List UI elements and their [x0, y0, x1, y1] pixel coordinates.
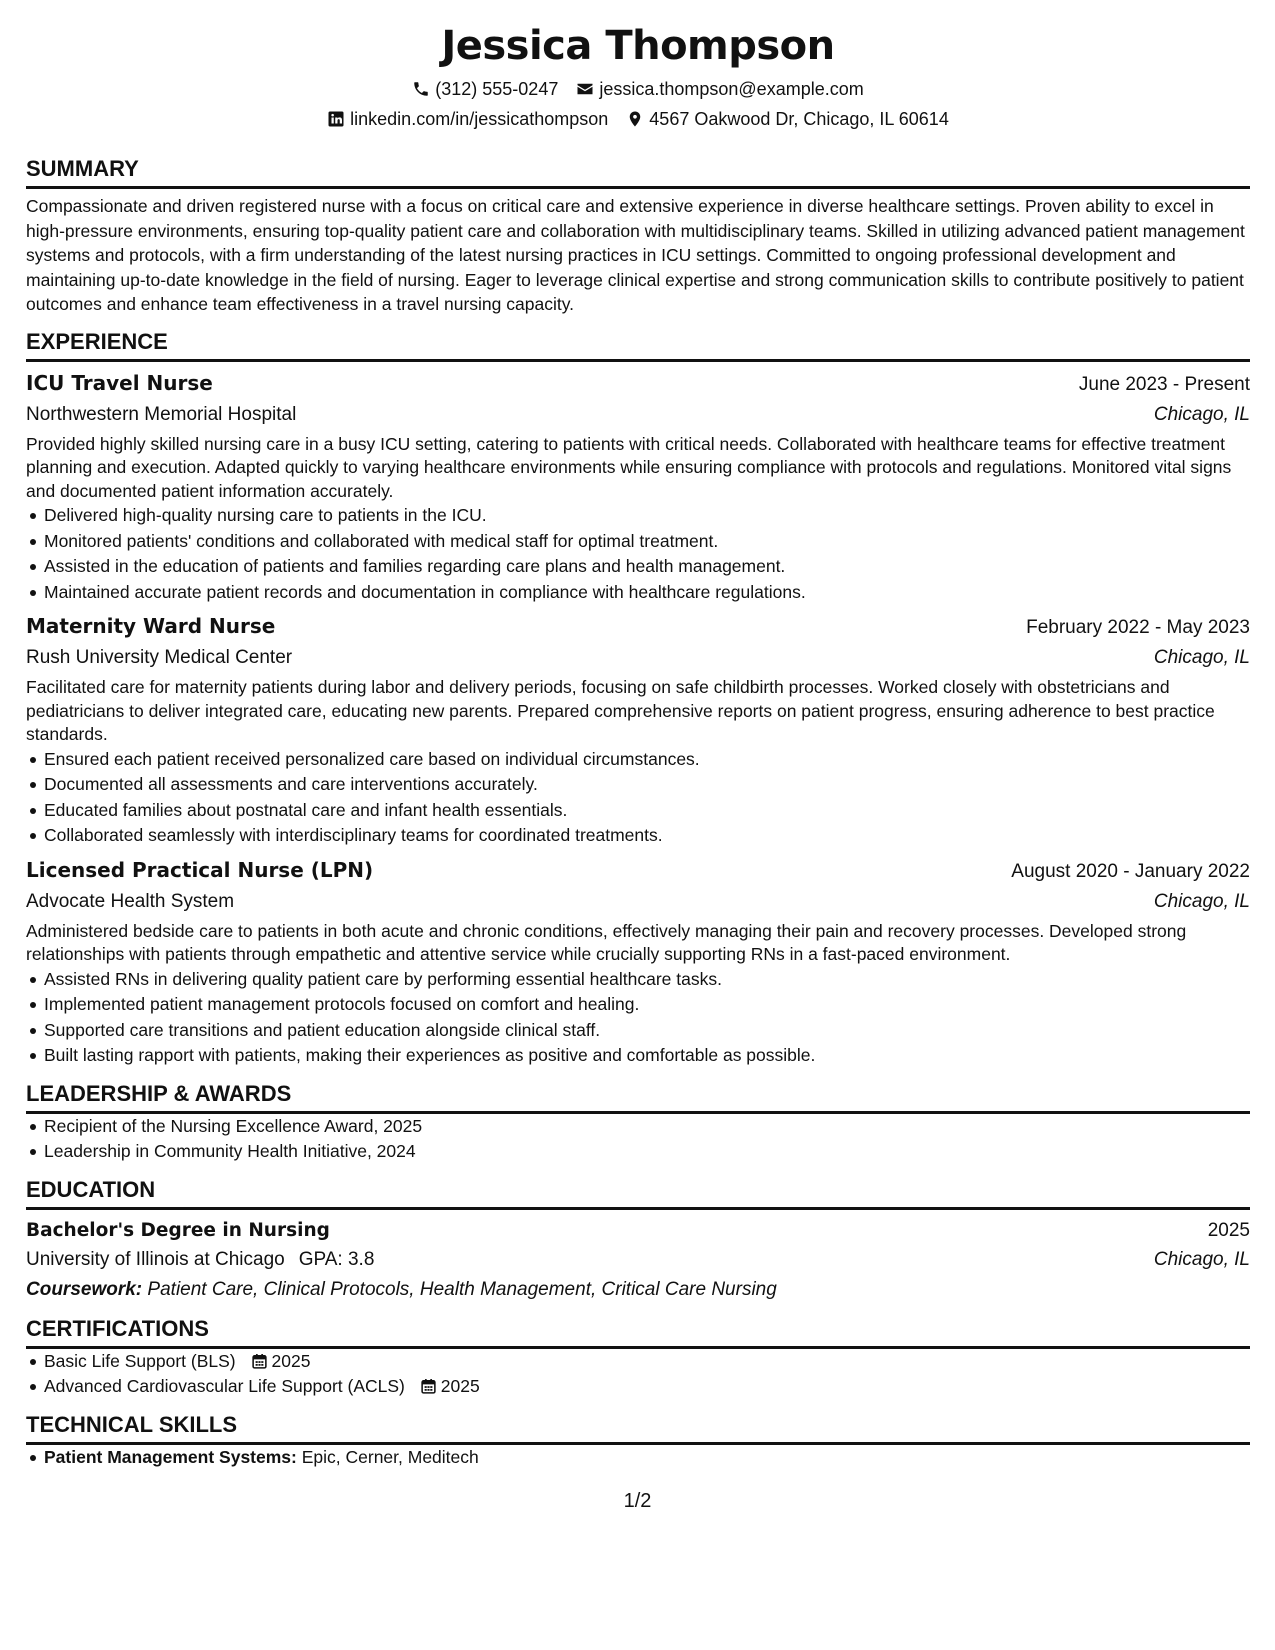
job-description: Facilitated care for maternity patients during labor and delivery periods, focusing on safe childbirth processes. Worked closely with obstetricians and pediatricians to deliver integrated care, educating new parents. Prepared comprehensive reports on patient progress, ensuring adherence to best practice standards.	[26, 677, 1215, 744]
job-title: Licensed Practical Nurse (LPN)	[26, 857, 374, 882]
coursework	[26, 1275, 1250, 1304]
leadership-heading: LEADERSHIP & AWARDS	[26, 1079, 1250, 1114]
certifications-list	[26, 1349, 1250, 1400]
education-heading: EDUCATION	[26, 1175, 1250, 1210]
job-bullets	[26, 967, 1250, 1069]
job-bullets	[26, 503, 1250, 605]
job-entry	[26, 611, 1250, 849]
certification-year: 2025	[271, 1350, 311, 1371]
map-marker-icon	[626, 110, 644, 128]
list-item	[44, 1374, 1250, 1400]
job-entry	[26, 368, 1250, 606]
linkedin-icon	[327, 110, 345, 128]
list-item	[44, 1349, 1250, 1375]
list-item: Assisted in the education of patients and families regarding care plans and health management.	[44, 554, 1250, 580]
skill-value: Epic, Cerner, Meditech	[301, 1446, 479, 1467]
list-item: Supported care transitions and patient education alongside clinical staff.	[44, 1018, 1250, 1044]
linkedin-contact[interactable]	[327, 104, 608, 134]
job-entry	[26, 855, 1250, 1069]
list-item: Built lasting rapport with patients, making their experiences as positive and comfortable as possible.	[44, 1043, 1250, 1069]
job-bullets	[26, 747, 1250, 849]
list-item: Assisted RNs in delivering quality patient care by performing essential healthcare tasks.	[44, 967, 1250, 993]
job-title: ICU Travel Nurse	[26, 370, 213, 395]
linkedin-text[interactable]: linkedin.com/in/jessicathompson	[350, 109, 609, 129]
list-item: Ensured each patient received personalized care based on individual circumstances.	[44, 747, 1250, 773]
phone-text: (312) 555-0247	[435, 79, 559, 99]
calendar-icon	[420, 1378, 437, 1395]
school-name: University of Illinois at Chicago	[26, 1248, 285, 1270]
company-name: Advocate Health System	[26, 890, 235, 912]
summary-heading: SUMMARY	[26, 154, 1250, 189]
certification-year: 2025	[440, 1376, 480, 1396]
list-item: Delivered high-quality nursing care to patients in the ICU.	[44, 503, 1250, 529]
phone-icon	[412, 80, 430, 98]
certification-name: Advanced Cardiovascular Life Support (ACLS)	[44, 1376, 405, 1396]
summary-text: Compassionate and driven registered nurse with a focus on critical care and extensive experience in diverse healthcare settings. Proven ability to excel in high-pressure environments, ensuring top-quality patient care and collaboration with multidisciplinary teams. Skilled in utilizing advanced patient management systems and protocols, with a firm understanding of the latest nursing practices in ICU settings. Committed to ongoing professional development and maintaining up-to-date knowledge in the field of nursing. Eager to leverage clinical expertise and strong communication skills to contribute positively to patient outcomes and enhance team effectiveness in a travel nursing capacity.	[26, 196, 1245, 314]
list-item: Educated families about postnatal care and infant health essentials.	[44, 798, 1250, 824]
list-item: Implemented patient management protocols focused on comfort and healing.	[44, 992, 1250, 1018]
email-contact[interactable]	[576, 74, 863, 104]
education-entry	[26, 1216, 1250, 1304]
job-location: Chicago, IL	[1153, 647, 1250, 668]
email-text[interactable]: jessica.thompson@example.com	[599, 79, 864, 99]
list-item: Monitored patients' conditions and collaborated with medical staff for optimal treatment.	[44, 529, 1250, 555]
calendar-icon	[251, 1353, 268, 1370]
list-item: Recipient of the Nursing Excellence Award, 2025	[44, 1114, 1250, 1140]
job-dates: August 2020 - January 2022	[1011, 860, 1250, 882]
contact-row-1	[26, 74, 1250, 104]
job-dates: February 2022 - May 2023	[1026, 617, 1250, 638]
certifications-heading: CERTIFICATIONS	[26, 1314, 1250, 1349]
skill-label: Patient Management Systems:	[44, 1446, 297, 1467]
address-contact	[626, 104, 949, 134]
list-item: Leadership in Community Health Initiative, 2024	[44, 1139, 1250, 1165]
envelope-icon	[576, 80, 594, 98]
school-location: Chicago, IL	[1153, 1248, 1250, 1270]
skills-heading: TECHNICAL SKILLS	[26, 1410, 1250, 1445]
skills-list	[26, 1445, 1250, 1471]
list-item: Documented all assessments and care interventions accurately.	[44, 772, 1250, 798]
candidate-name: Jessica Thompson	[441, 23, 835, 69]
degree-name: Bachelor's Degree in Nursing	[26, 1219, 330, 1241]
page-number: 1/2	[623, 1490, 652, 1512]
certification-name: Basic Life Support (BLS)	[44, 1350, 236, 1371]
resume-page	[26, 18, 1250, 1470]
job-location: Chicago, IL	[1153, 890, 1250, 912]
contact-row-2	[26, 104, 1250, 134]
experience-heading: EXPERIENCE	[26, 327, 1250, 362]
coursework-list: Patient Care, Clinical Protocols, Health Management, Critical Care Nursing	[147, 1278, 777, 1300]
coursework-label: Coursework:	[26, 1278, 143, 1300]
job-title: Maternity Ward Nurse	[26, 614, 276, 638]
job-dates: June 2023 - Present	[1078, 373, 1250, 395]
list-item	[44, 1445, 1250, 1471]
phone-contact	[412, 74, 558, 104]
job-description: Provided highly skilled nursing care in a busy ICU setting, catering to patients with critical needs. Collaborated with healthcare teams for effective treatment planning and execution. Adapted quickly to varying healthcare environments while ensuring compliance with protocols and regulations. Monitored vital signs and documented patient information accurately.	[26, 433, 1232, 501]
address-text: 4567 Oakwood Dr, Chicago, IL 60614	[649, 109, 949, 129]
list-item: Maintained accurate patient records and documentation in compliance with healthcare regulations.	[44, 580, 1250, 606]
graduation-year: 2025	[1207, 1219, 1250, 1241]
company-name: Northwestern Memorial Hospital	[26, 403, 297, 425]
company-name: Rush University Medical Center	[26, 647, 293, 668]
list-item: Collaborated seamlessly with interdisciplinary teams for coordinated treatments.	[44, 823, 1250, 849]
job-description: Administered bedside care to patients in both acute and chronic conditions, effectively managing their pain and recovery processes. Developed strong relationships with patients through empathetic and attentive service while crucially supporting RNs in a fast-paced environment.	[26, 920, 1187, 964]
job-location: Chicago, IL	[1153, 403, 1250, 425]
gpa: GPA: 3.8	[298, 1248, 375, 1270]
awards-list	[26, 1114, 1250, 1165]
